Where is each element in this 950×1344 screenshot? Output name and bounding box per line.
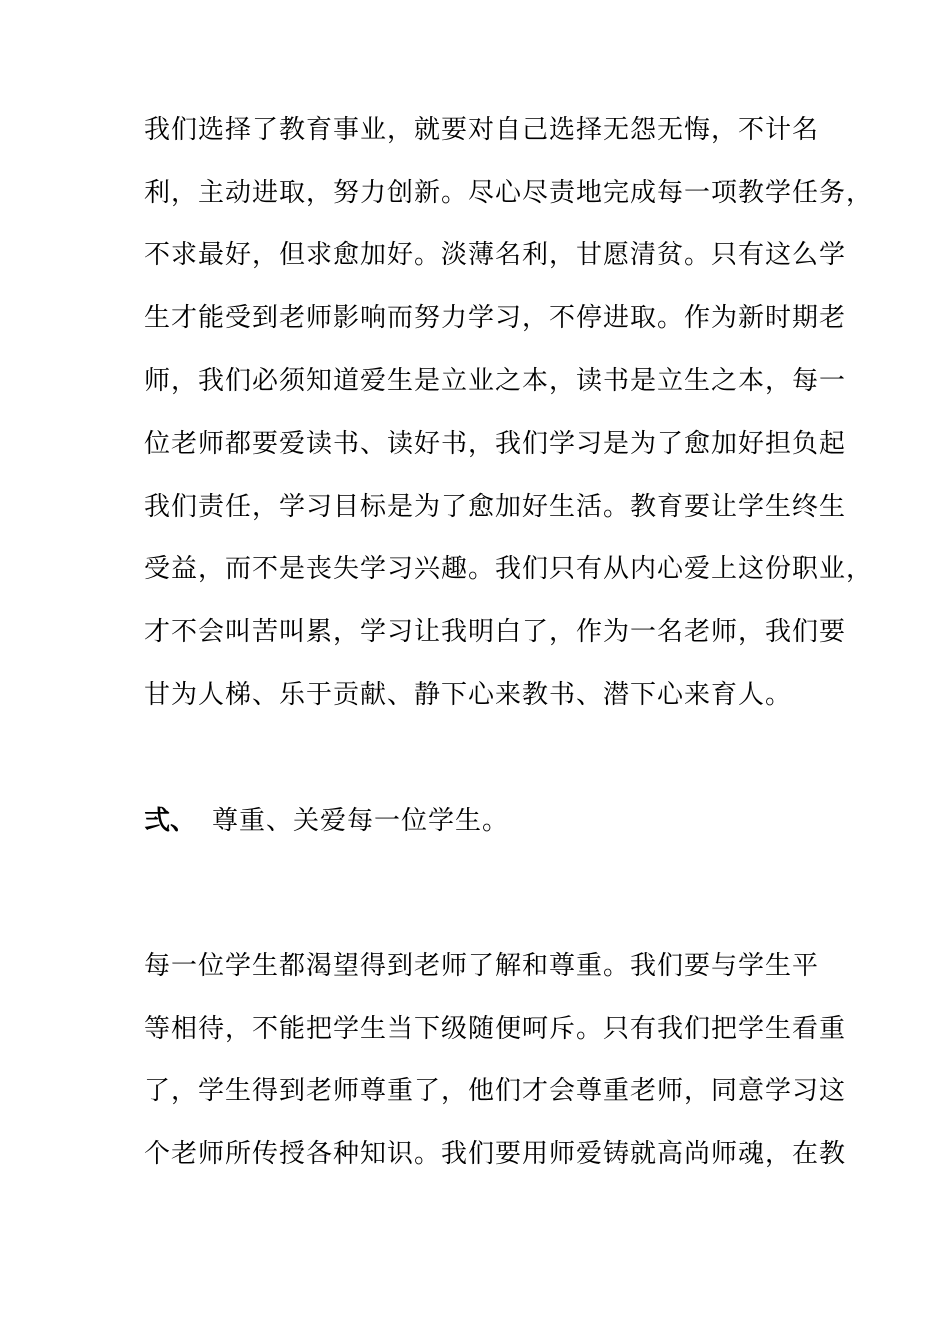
paragraph-line: 了，学生得到老师尊重了，他们才会尊重老师，同意学习这 [144,1076,847,1106]
paragraph-line: 师，我们必须知道爱生是立业之本，读书是立生之本，每一 [144,366,847,396]
paragraph-line: 等相待，不能把学生当下级随便呵斥。只有我们把学生看重 [144,1014,847,1044]
paragraph-line: 生才能受到老师影响而努力学习，不停进取。作为新时期老 [144,303,847,333]
section-title: 尊重、关爱每一位学生。 [212,806,510,836]
paragraph-line: 个老师所传授各种知识。我们要用师爱铸就高尚师魂，在教 [144,1139,847,1169]
paragraph-line: 利，主动进取，努力创新。尽心尽责地完成每一项教学任务， [144,178,874,208]
paragraph-line: 不求最好，但求愈加好。淡薄名利，甘愿清贫。只有这么学 [144,240,847,270]
paragraph-line: 我们责任，学习目标是为了愈加好生活。教育要让学生终生 [144,492,847,522]
section-number: 弍、 [144,806,197,836]
paragraph-line: 每一位学生都渴望得到老师了解和尊重。我们要与学生平 [144,951,820,981]
paragraph-line: 我们选择了教育事业，就要对自己选择无怨无悔，不计名 [144,115,820,145]
paragraph-line: 位老师都要爱读书、读好书，我们学习是为了愈加好担负起 [144,429,847,459]
paragraph-line: 甘为人梯、乐于贡献、静下心来教书、潜下心来育人。 [144,680,793,710]
paragraph-line: 受益，而不是丧失学习兴趣。我们只有从内心爱上这份职业， [144,554,874,584]
paragraph-line: 才不会叫苦叫累，学习让我明白了，作为一名老师，我们要 [144,617,847,647]
